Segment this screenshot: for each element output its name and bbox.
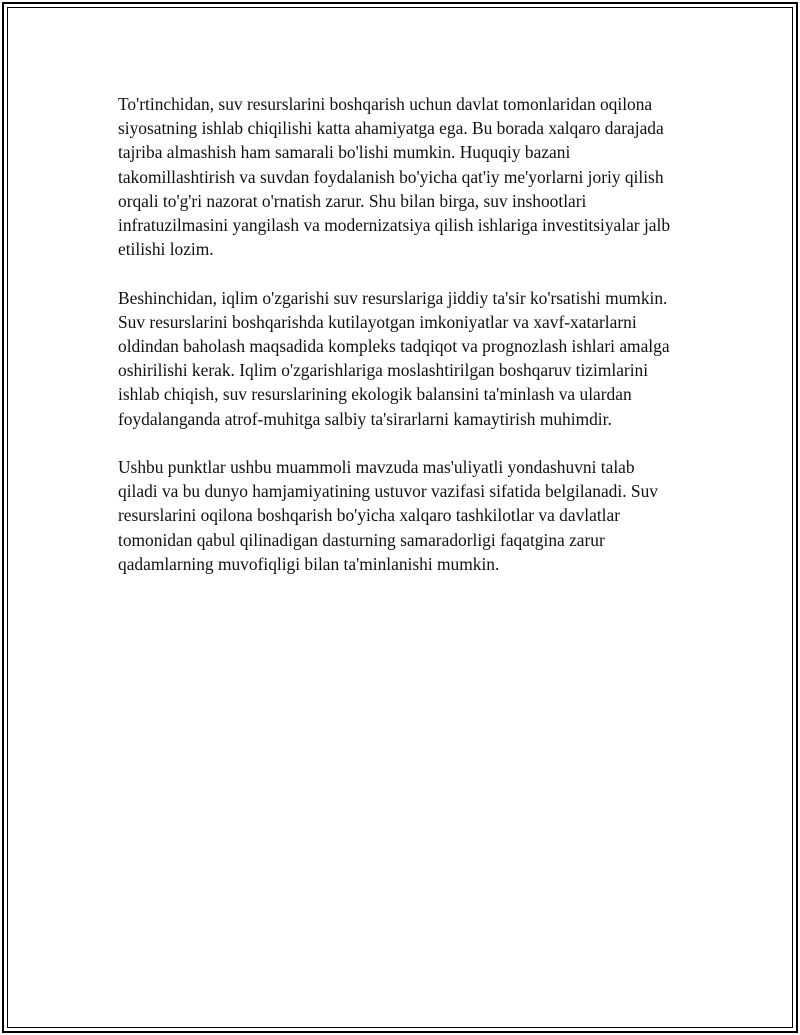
paragraph-3: Ushbu punktlar ushbu muammoli mavzuda mas'uliyatli yondashuvni talab qiladi va bu dunyo hamjamiyatining ustuvor vazifasi sifatida belgilanadi. Suv resurslarini oqilona boshqarish bo'yicha xalqaro tashkilotlar va davlatlar tomonidan qabul qilinadigan dasturning samaradorligi faqatgina zarur qadamlarning muvofiqligi bilan ta'minlanishi mumkin. xyxy=(118,457,658,574)
paragraph-2: Beshinchidan, iqlim o'zgarishi suv resurslariga jiddiy ta'sir ko'rsatishi mumkin. Suv resurslarini boshqarishda kutilayotgan imkoniyatlar va xavf-xatarlarni oldindan baholash maqsadida kompleks tadqiqot va prognozlash ishlari amalga oshirilishi kerak. Iqlim o'zgarishlariga moslashtirilgan boshqaruv tizimlarini ishlab chiqish, suv resurslarining ekologik balansini ta'minlash va ulardan foydalanganda atrof-muhitga salbiy ta'sirarlarni kamaytirish muhimdir. xyxy=(118,287,670,429)
paragraph-1: To'rtinchidan, suv resurslarini boshqarish uchun davlat tomonlaridan oqilona siyosatning ishlab chiqilishi katta ahamiyatga ega. Bu borada xalqaro darajada tajriba almashish ham samarali bo'lishi mumkin. Huquqiy bazani takomillashtirish va suvdan foydalanish bo'yicha qat'iy me'yorlarni joriy qilish orqali to'g'ri nazorat o'rnatish zarur. Shu bilan birga, suv inshootlari infratuzilmasini yangilash va modernizatsiya qilish ishlariga investitsiyalar jalb etilishi lozim. xyxy=(118,94,671,260)
document-body xyxy=(118,92,678,600)
